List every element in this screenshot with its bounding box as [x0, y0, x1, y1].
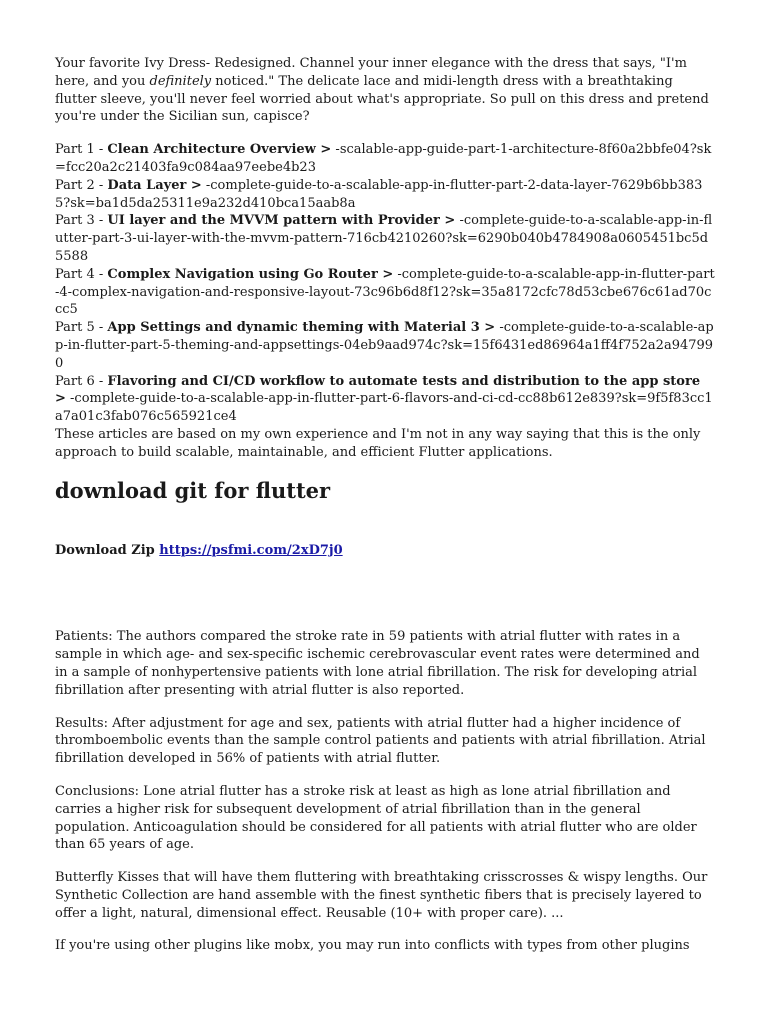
- part-prefix: Part 6 -: [55, 373, 108, 389]
- paragraph-results: Results: After adjustment for age and sex, patients with atrial flutter had a higher incidence of thromboembolic events than the sample control patients and patients with atrial fibrillation. Atrial fibrillation developed in 56% of patients with atrial flutter.: [55, 715, 706, 767]
- part-title: Flavoring and CI/CD workflow to automate tests and distribution to the app store >: [55, 373, 701, 407]
- download-label: Download Zip: [55, 542, 155, 558]
- download-line: [55, 542, 715, 560]
- part-prefix: Part 2 -: [55, 177, 108, 193]
- paragraph-patients: Patients: The authors compared the stroke rate in 59 patients with atrial flutter with rates in a sample in which age- and sex-specific ischemic cerebrovascular event rates were determined and in a sample of nonhypertensive patients with lone atrial fibrillation. The risk for developing atrial fibrillation after presenting with atrial flutter is also reported.: [55, 629, 700, 698]
- intro-emphasis: definitely: [149, 73, 212, 89]
- part-prefix: Part 1 -: [55, 142, 108, 158]
- part-item-1: [55, 141, 715, 177]
- section-heading: download git for flutter: [55, 477, 331, 503]
- part-prefix: Part 5 -: [55, 320, 108, 336]
- part-item-4: [55, 266, 715, 319]
- paragraph-butterfly-kisses: Butterfly Kisses that will have them fluttering with breathtaking crisscrosses & wispy lengths. Our Synthetic Collection are hand assemble with the finest synthetic fibers that is precisely layered to offer a light, natural, dimensional effect. Reusable (10+ with proper care). ...: [55, 870, 708, 921]
- paragraph-conclusions: Conclusions: Lone atrial flutter has a stroke risk at least as high as lone atrial fibrillation and carries a higher risk for subsequent development of atrial fibrillation than in the general population. Anticoagulation should be considered for all patients with atrial flutter who are older than 65 years of age.: [55, 783, 697, 853]
- part-title: App Settings and dynamic theming with Material 3 >: [107, 320, 496, 336]
- download-link[interactable]: https://psfmi.com/2xD7j0: [159, 542, 343, 558]
- closing-paragraph: These articles are based on my own experience and I'm not in any way saying that this is the only approach to build scalable, maintainable, and efficient Flutter applications.: [55, 426, 701, 460]
- intro-text-start: Your favorite Ivy Dress- Redesigned. Channel your inner elegance with the dress that says, "I'm here, and you: [55, 56, 687, 89]
- part-prefix: Part 4 -: [55, 266, 108, 282]
- intro-paragraph: [55, 55, 715, 126]
- document-page: [55, 55, 715, 970]
- part-slug: -complete-guide-to-a-scalable-app-in-flutter-part-2-data-layer-7629b6bb3835?sk=ba1d5da25311e9a232d410bca15aab8a: [55, 177, 703, 211]
- part-item-5: [55, 319, 715, 372]
- part-slug: -complete-guide-to-a-scalable-app-in-flutter-part-3-ui-layer-with-the-mvvm-pattern-716cb4210260?sk=6290b040b4784908a0605451bc5d5588: [55, 213, 713, 264]
- part-prefix: Part 3 -: [55, 213, 108, 229]
- part-item-2: [55, 177, 715, 213]
- part-title: Clean Architecture Overview >: [107, 142, 332, 158]
- part-item-6: [55, 373, 715, 426]
- intro-text-end: noticed." The delicate lace and midi-length dress with a breathtaking flutter sleeve, you'll never feel worried about what's appropriate. So pull on this dress and pretend you're under the Sicilian sun, capisce?: [55, 73, 709, 125]
- part-slug: -complete-guide-to-a-scalable-app-in-flutter-part-4-complex-navigation-and-responsive-layout-73c96b6d8f12?sk=35a8172cfc78d53cbe676c61ad70ccc5: [55, 266, 715, 318]
- part-item-3: [55, 212, 715, 265]
- part-slug: -complete-guide-to-a-scalable-app-in-flutter-part-6-flavors-and-ci-cd-cc88b612e839?sk=9f5f83cc1a7a01c3fab076c565921ce4: [55, 391, 713, 425]
- part-slug: -scalable-app-guide-part-1-architecture-8f60a2bbfe04?sk=fcc20a2c21403fa9c084aa97eebe4b23: [55, 142, 712, 175]
- part-slug: -complete-guide-to-a-scalable-app-in-flutter-part-5-theming-and-appsettings-04eb9aad974c?sk=15f6431ed86964a1ff4f752a2a947990: [55, 320, 714, 371]
- part-title: Complex Navigation using Go Router >: [107, 266, 394, 282]
- part-title: Data Layer >: [107, 177, 202, 193]
- part-title: UI layer and the MVVM pattern with Provider >: [107, 213, 456, 229]
- article-parts-list: [55, 141, 715, 426]
- paragraph-plugins: If you're using other plugins like mobx, you may run into conflicts with types from other plugins: [55, 938, 690, 954]
